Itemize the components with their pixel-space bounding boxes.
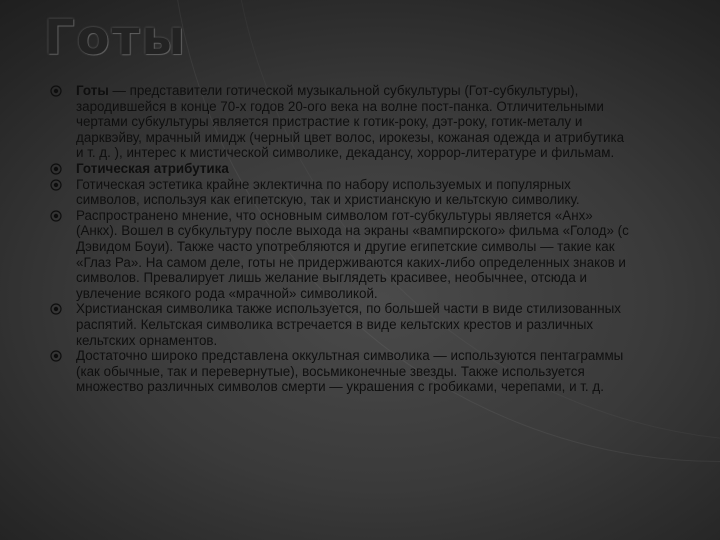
bullet-item (50, 177, 630, 208)
target-bullet-icon (50, 303, 62, 315)
bullet-lead: Готы (76, 83, 109, 98)
bullet-list (50, 83, 630, 395)
bullet-item (50, 301, 630, 348)
slide-title: Готы (44, 10, 187, 66)
target-bullet-icon (50, 350, 62, 362)
bullet-item (50, 348, 630, 395)
bullet-lead: Готическая атрибутика (76, 160, 229, 176)
target-bullet-icon (50, 179, 62, 191)
bullet-item (50, 161, 630, 177)
bullet-text: Распространено мнение, что основным символом гот-субкультуры является «Анх» (Анкх). Вошел в субкультуру после выхода на экраны «вампирского» фильма «Голод» (с Дэвидом Боуи). Также часто употребляются и другие египетские символы — такие как «Глаз Ра». На самом деле, готы не придерживаются каких-либо определенных знаков и символов. Превалирует лишь желание выглядеть красивее, необычнее, отсюда и увлечение всякого рода «мрачной» символикой. (76, 207, 629, 301)
target-bullet-icon (50, 85, 62, 97)
target-bullet-icon (50, 163, 62, 175)
target-bullet-icon (50, 210, 62, 222)
bullet-item (50, 208, 630, 302)
bullet-text: Достаточно широко представлена оккультная символика — используются пентаграммы (как обычные, так и перевернутые), восьмиконечные звезды. Также используется множество различных символов смерти — украшения с гробиками, черепами, и т. д. (76, 348, 624, 395)
bullet-text: — представители готической музыкальной субкультуры (Гот-субкультуры), зародившейся в конце 70-х годов 20-ого века на волне пост-панка. Отличительными чертами субкультуры является пристрастие к готик-року, дэт-року, готик-металу и дарквэйву, мрачный имидж (черный цвет волос, ирокезы, кожаная одежда и атрибутика и т. д. ), интерес к мистической символике, декадансу, хоррор-литературе и фильмам. (76, 83, 625, 161)
bullet-item (50, 83, 630, 161)
bullet-text: Христианская символика также используется, по большей части в виде стилизованных распятий. Кельтская символика встречается в виде кельтских крестов и различных кельтских орнаментов. (76, 301, 621, 348)
bullet-text: Готическая эстетика крайне эклектична по набору используемых и популярных символов, используя как египетскую, так и христианскую и кельтскую символику. (76, 176, 580, 208)
